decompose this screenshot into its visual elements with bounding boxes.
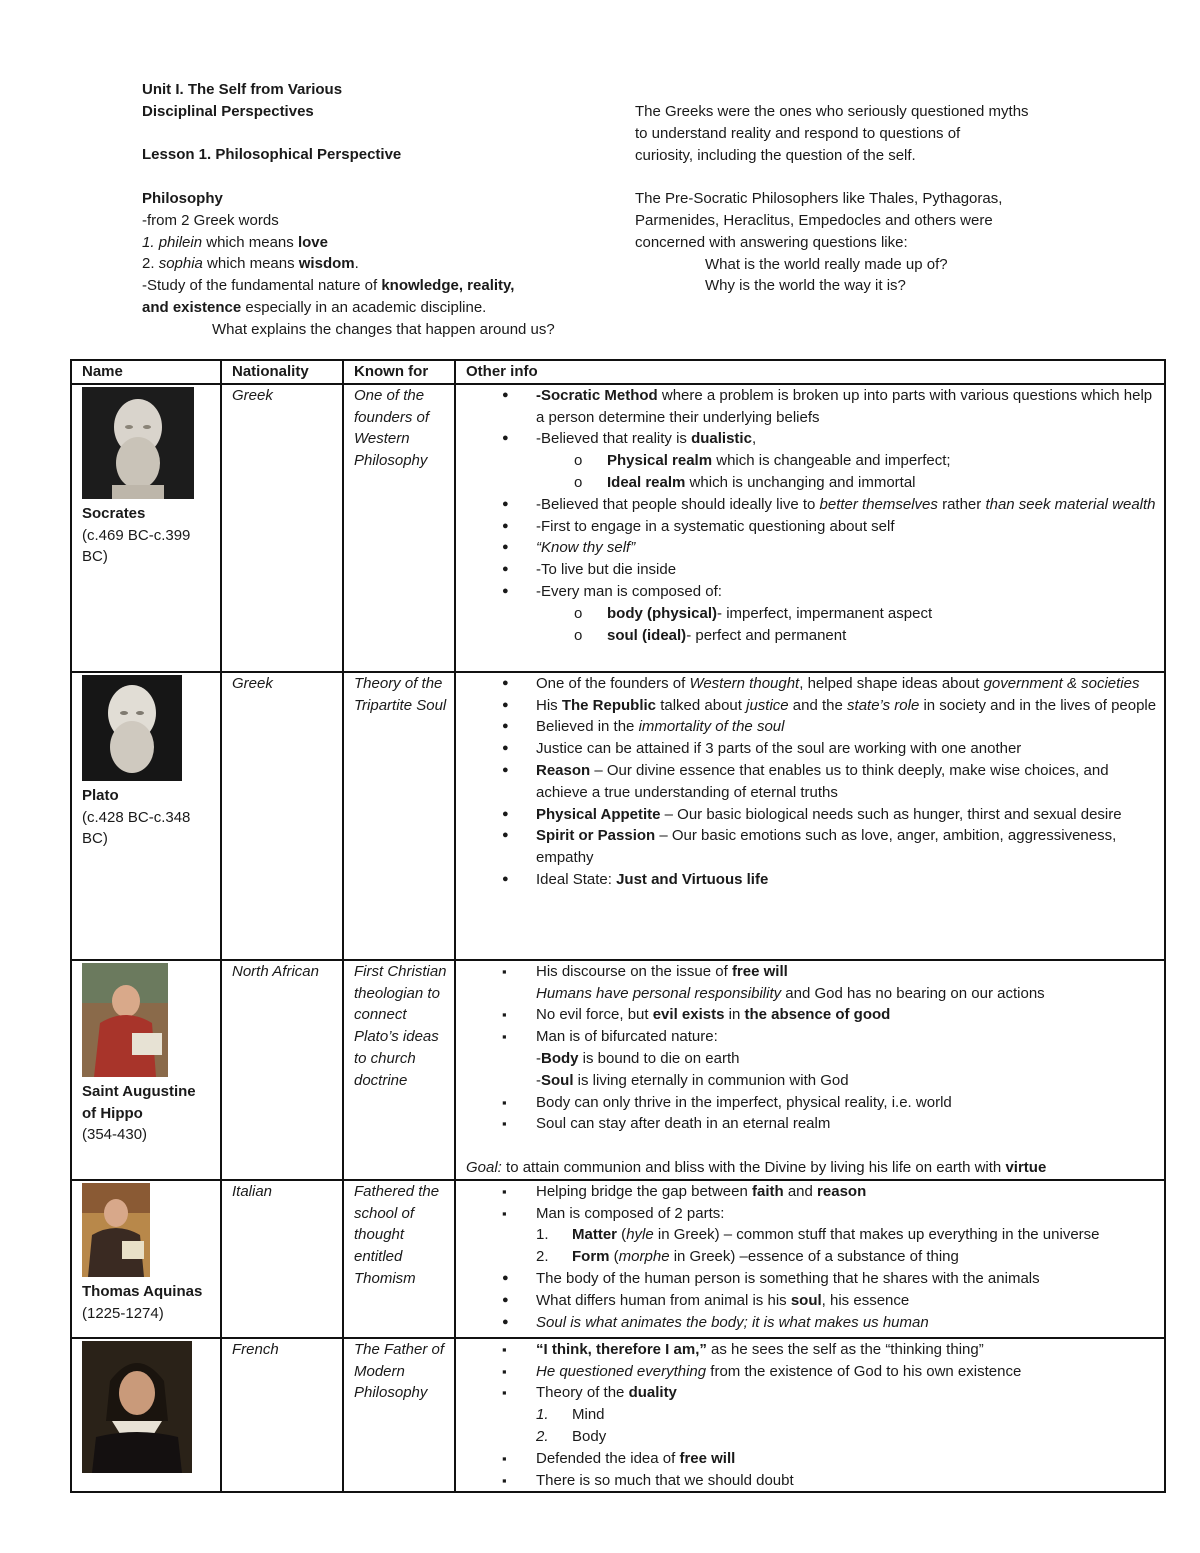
list-item: ● “Know thy self”	[466, 537, 1158, 559]
list-item: ● Believed in the immortality of the soul	[466, 716, 1158, 738]
list-item: -Body is bound to die on earth	[536, 1049, 740, 1067]
greeks-p2-l2: Parmenides, Heraclitus, Empedocles and others were	[635, 211, 993, 229]
cell-nationality: Greek	[221, 384, 343, 672]
list-item: ● -First to engage in a systematic questioning about self	[466, 516, 1158, 538]
cell-other-info	[455, 1338, 1165, 1493]
cell-known-for: Theory of the Tripartite Soul	[343, 672, 455, 960]
sophia-line: 2. sophia which means wisdom.	[142, 255, 359, 273]
greeks-p1-l3: curiosity, including the question of the self.	[635, 146, 916, 164]
table-row-descartes	[71, 1338, 1165, 1493]
list-item: 2. Body	[536, 1427, 607, 1445]
table-row-plato	[71, 672, 1165, 960]
header-nationality: Nationality	[221, 360, 343, 384]
list-item: ● Spirit or Passion – Our basic emotions such as love, anger, ambition, aggressiveness, empathy	[466, 825, 1158, 869]
philosophy-heading: Philosophy	[142, 189, 223, 207]
unit-title-line1: Unit I. The Self from Various	[142, 81, 343, 98]
question-world-made: What is the world really made up of?	[705, 255, 948, 273]
augustine-name: Saint Augustine	[82, 1082, 196, 1100]
cell-name	[71, 1180, 221, 1338]
list-item: o body (physical)- imperfect, impermanent aspect	[466, 603, 1158, 625]
cell-known-for: First Christian theologian to connect Plato’s ideas to church doctrine	[343, 960, 455, 1180]
cell-name	[71, 384, 221, 672]
list-item: o Ideal realm which is unchanging and immortal	[466, 472, 1158, 494]
list-item: ▪ Man is composed of 2 parts: 1. Matter (hyle in Greek) – common stuff that makes up everything in the universe 2. Form (morphe in Greek) –essence of a substance of thing	[466, 1203, 1158, 1268]
greeks-p2-l1: The Pre-Socratic Philosophers like Thales, Pythagoras,	[635, 190, 1003, 208]
list-item: ● -Every man is composed of: o body (physical)- imperfect, impermanent aspect o soul (ideal)- perfect and permanent	[466, 581, 1158, 646]
intro-right-column	[635, 101, 1105, 297]
table-header-row	[71, 360, 1165, 384]
list-item: ▪ Defended the idea of free will	[466, 1448, 1158, 1470]
list-item: ▪ “I think, therefore I am,” as he sees the self as the “thinking thing”	[466, 1339, 1158, 1361]
list-item: o Physical realm which is changeable and imperfect;	[466, 450, 1158, 472]
list-item: ▪ He questioned everything from the existence of God to his own existence	[466, 1361, 1158, 1383]
study-line: -Study of the fundamental nature of knowledge, reality,	[142, 277, 515, 295]
descartes-portrait	[82, 1341, 214, 1473]
cell-nationality: Greek	[221, 672, 343, 960]
cell-known-for: One of the founders of Western Philosophy	[343, 384, 455, 672]
cell-nationality: North African	[221, 960, 343, 1180]
list-item: 1. Mind	[536, 1406, 605, 1424]
list-item: -Soul is living eternally in communion with God	[536, 1071, 849, 1089]
cell-known-for: Fathered the school of thought entitled Thomism	[343, 1180, 455, 1338]
philosophers-table	[70, 359, 1166, 1493]
list-item: ● One of the founders of Western thought, helped shape ideas about government & societies	[466, 673, 1158, 695]
list-item: ● Soul is what animates the body; it is what makes us human	[466, 1312, 1158, 1334]
socrates-portrait	[82, 387, 214, 499]
list-item: ● -Believed that people should ideally live to better themselves rather than seek material wealth	[466, 494, 1158, 516]
aquinas-name: Thomas Aquinas	[82, 1282, 203, 1300]
list-item: Humans have personal responsibility and God has no bearing on our actions	[536, 984, 1045, 1002]
table-row-aquinas	[71, 1180, 1165, 1338]
greek-words-line: -from 2 Greek words	[142, 211, 279, 229]
plato-dates-end: BC)	[82, 830, 108, 848]
list-item: ▪ Soul can stay after death in an eternal realm	[466, 1113, 1158, 1135]
list-item: ● The body of the human person is something that he shares with the animals	[466, 1268, 1158, 1290]
list-item: o soul (ideal)- perfect and permanent	[466, 625, 1158, 647]
list-item: ● -To live but die inside	[466, 559, 1158, 581]
socrates-name: Socrates	[82, 504, 146, 522]
plato-name: Plato	[82, 786, 119, 804]
list-item: ▪ Helping bridge the gap between faith and reason	[466, 1181, 1158, 1203]
socrates-dates-end: BC)	[82, 548, 108, 566]
cell-name	[71, 672, 221, 960]
list-item: ▪ Theory of the duality 1. Mind 2. Body	[466, 1382, 1158, 1447]
header-known-for: Known for	[343, 360, 455, 384]
unit-title-line2: Disciplinal Perspectives	[142, 102, 314, 120]
cell-other-info	[455, 960, 1165, 1180]
table-row-augustine	[71, 960, 1165, 1180]
cell-name	[71, 960, 221, 1180]
intro-left-column	[142, 79, 612, 341]
list-item: ● What differs human from animal is his soul, his essence	[466, 1290, 1158, 1312]
list-item: ▪ There is so much that we should doubt	[466, 1470, 1158, 1492]
aquinas-dates: (1225-1274)	[82, 1304, 164, 1322]
list-item: ▪ His discourse on the issue of free will	[466, 961, 1158, 983]
list-item: ● Ideal State: Just and Virtuous life	[466, 869, 1158, 891]
cell-other-info	[455, 384, 1165, 672]
augustine-dates: (354-430)	[82, 1126, 148, 1144]
plato-portrait	[82, 675, 214, 781]
lesson-title: Lesson 1. Philosophical Perspective	[142, 146, 402, 164]
cell-known-for: The Father of Modern Philosophy	[343, 1338, 455, 1493]
list-item: ● Physical Appetite – Our basic biological needs such as hunger, thirst and sexual desire	[466, 804, 1158, 826]
study-line2: and existence especially in an academic discipline.	[142, 298, 487, 316]
greeks-p1-l1: The Greeks were the ones who seriously questioned myths	[635, 103, 1029, 120]
augustine-name-2: of Hippo	[82, 1104, 143, 1122]
list-item: 1. Matter (hyle in Greek) – common stuff that makes up everything in the universe	[536, 1226, 1100, 1244]
greeks-p2-l3: concerned with answering questions like:	[635, 233, 908, 251]
augustine-portrait	[82, 963, 214, 1077]
philein-line: 1. philein which means love	[142, 233, 328, 251]
cell-nationality: Italian	[221, 1180, 343, 1338]
header-name: Name	[71, 360, 221, 384]
aquinas-portrait	[82, 1183, 214, 1277]
list-item: ▪ Man is of bifurcated nature:	[466, 1026, 1158, 1048]
table-row-socrates	[71, 384, 1165, 672]
socrates-dates: (c.469 BC-c.399	[82, 526, 191, 544]
greeks-p1-l2: to understand reality and respond to questions of	[635, 124, 961, 142]
cell-other-info	[455, 672, 1165, 960]
cell-name	[71, 1338, 221, 1493]
augustine-goal: Goal: to attain communion and bliss with the Divine by living his life on earth with virtue	[466, 1158, 1047, 1176]
list-item: ▪ Body can only thrive in the imperfect, physical reality, i.e. world	[466, 1092, 1158, 1114]
list-item: ● His The Republic talked about justice and the state’s role in society and in the lives of people	[466, 695, 1158, 717]
list-item: 2. Form (morphe in Greek) –essence of a substance of thing	[536, 1248, 959, 1266]
list-item: ● Justice can be attained if 3 parts of the soul are working with one another	[466, 738, 1158, 760]
question-world-way: Why is the world the way it is?	[705, 277, 906, 295]
plato-dates: (c.428 BC-c.348	[82, 808, 191, 826]
cell-nationality: French	[221, 1338, 343, 1493]
list-item: ● -Believed that reality is dualistic, o Physical realm which is changeable and imperfect; o Ideal realm which is unchanging and immortal	[466, 428, 1158, 493]
header-other-info: Other info	[455, 360, 1165, 384]
list-item: ▪ No evil force, but evil exists in the absence of good	[466, 1004, 1158, 1026]
list-item: ● -Socratic Method where a problem is broken up into parts with various questions which help a person determine their underlying beliefs	[466, 385, 1158, 429]
question-changes: What explains the changes that happen around us?	[212, 320, 555, 338]
list-item: ● Reason – Our divine essence that enables us to think deeply, make wise choices, and achieve a true understanding of eternal truths	[466, 760, 1158, 804]
cell-other-info	[455, 1180, 1165, 1338]
